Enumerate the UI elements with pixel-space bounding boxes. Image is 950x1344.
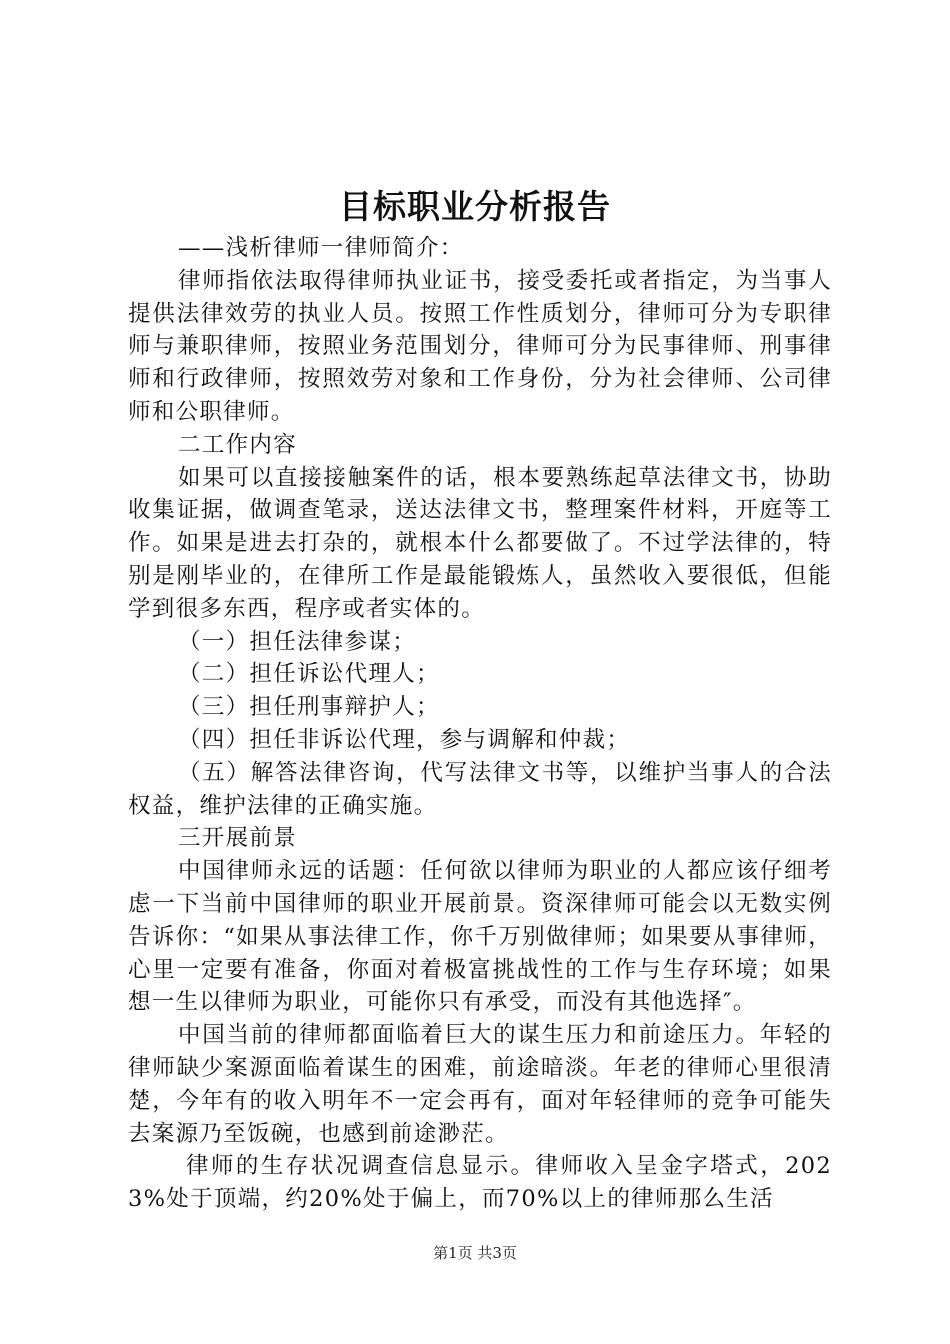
duty-item-5: （五）解答法律咨询，代写法律文书等，以维护当事人的合法权益，维护法律的正确实施。 <box>128 759 832 819</box>
page-number-footer: 第1页 共3页 <box>433 1244 517 1262</box>
duty-item-3: （三）担任刑事辩护人； <box>178 694 440 721</box>
document-body <box>128 232 832 1216</box>
duty-item-1: （一）担任法律参谋； <box>178 628 417 655</box>
duty-item-4: （四）担任非诉讼代理，参与调解和仲裁； <box>178 726 631 753</box>
work-content-paragraph: 如果可以直接接触案件的话，根本要熟练起草法律文书，协助收集证据，做调查笔录，送达法律文书，整理案件材料，开庭等工作。如果是进去打杂的，就根本什么都要做了。不过学法律的，特别是刚毕业的，在律所工作是最能锻炼人，虽然收入要很低，但能学到很多东西，程序或者实体的。 <box>128 464 832 622</box>
section-heading-prospects: 三开展前景 <box>178 825 298 852</box>
prospects-paragraph-2: 中国当前的律师都面临着巨大的谋生压力和前途压力。年轻的律师缺少案源面临着谋生的困难，前途暗淡。年老的律师心里很清楚，今年有的收入明年不一定会再有，面对年轻律师的竞争可能失去案源乃至饭碗，也感到前途渺茫。 <box>128 1022 832 1147</box>
section-heading-work-content: 二工作内容 <box>178 431 298 458</box>
intro-heading: ——浅析律师一律师简介： <box>178 235 464 261</box>
survey-paragraph: 律师的生存状况调查信息显示。律师收入呈金字塔式，2023%处于顶端，约20%处于偏上，而70%以上的律师那么生活 <box>128 1153 832 1213</box>
document-title: 目标职业分析报告 <box>339 187 611 226</box>
prospects-paragraph-1: 中国律师永远的话题：任何欲以律师为职业的人都应该仔细考虑一下当前中国律师的职业开展前景。资深律师可能会以无数实例告诉你：“如果从事法律工作，你千万别做律师；如果要从事律师，心里一定要有准备，你面对着极富挑战性的工作与生存环境；如果想一生以律师为职业，可能你只有承受，而没有其他选择″。 <box>128 858 832 1016</box>
duty-item-2: （二）担任诉讼代理人； <box>178 661 440 688</box>
lawyer-definition-paragraph: 律师指依法取得律师执业证书，接受委托或者指定，为当事人提供法律效劳的执业人员。按照工作性质划分，律师可分为专职律师与兼职律师，按照业务范围划分，律师可分为民事律师、刑事律师和行政律师，按照效劳对象和工作身份，分为社会律师、公司律师和公职律师。 <box>128 267 832 425</box>
